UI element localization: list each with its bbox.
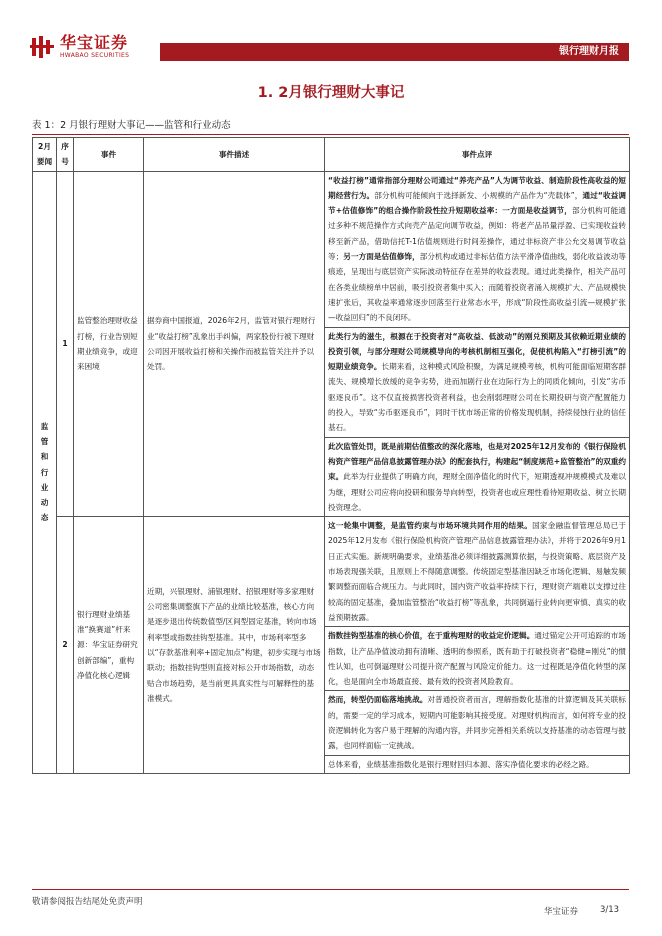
- table-header-row: [33, 138, 630, 172]
- logo-english-name: HWABAO SECURITIES: [60, 52, 130, 59]
- events-table: [32, 137, 630, 774]
- category-char: 监: [40, 421, 49, 431]
- huabao-logo-icon: [30, 34, 56, 60]
- table-row: [33, 171, 630, 517]
- header-description: 事件描述: [144, 138, 325, 172]
- header-month: [33, 138, 57, 172]
- row-index: 1: [57, 171, 74, 517]
- footer-divider: [32, 889, 629, 890]
- header-commentary: 事件点评: [325, 138, 630, 172]
- report-type-label: 银行理财月报: [559, 46, 619, 57]
- event-title: 监管整治理财收益打榜，行业告别短期业绩竞争，或迎来困境: [74, 171, 144, 517]
- logo-chinese-name: 华宝证券: [60, 33, 129, 52]
- event-commentary: [325, 517, 630, 774]
- commentary-paragraph: 这一轮集中调整，是监管约束与市场环境共同作用的结果。国家金融监督管理总局已于2025年12月发布《银行保险机构资产管理产品信息披露管理办法》，并将于2026年9月1日正式实施。新规明确要求，业绩基准必须详细披露测算依据，与投资策略、底层资产及市场表现强关联，且原则上不得随意调整。传统固定型基准因缺乏市场化逻辑、易触发频繁调整而面临合规压力。与此同时，国内资产收益率持续下行，理财资产端难以支撑过往较高的固定基准，叠加监管整治“收益打榜”等乱象，共同倒逼行业转向更审慎、真实的收益预期披露。: [328, 521, 627, 622]
- header-month-line: 2月: [38, 142, 51, 151]
- commentary-paragraph: 总体来看，业绩基准指数化是银行理财回归本源、落实净值化要求的必经之路。: [325, 755, 629, 772]
- event-description: 据券商中国报道，2026年2月，监管对银行理财行业“收益打榜”乱象出手纠偏，两家股份行被下理财公司因开展收益打榜和关操作而被监管关注并予以处罚。: [144, 171, 325, 517]
- event-commentary: [325, 171, 630, 517]
- table-caption: 表 1：2 月银行理财大事记——监管和行业动态: [32, 120, 231, 131]
- commentary-paragraph: 此类行为的滋生，根源在于投资者对“高收益、低波动”的刚兑预期及其依赖近期业绩的投资引领，与部分理财公司规模导向的考核机制相互强化，促使机构陷入“打榜引流”的短期业绩竞争。长期来看，这种模式风险积聚，为满足规模考核，机构可能面临短期客群流失、规模增长放缓的竞争劣势，进而加剧行业在边际行为上的同质化倾向，引发“劣币驱逐良币”。这不仅直接损害投资者利益，也会削弱理财公司在长期投研与资产配置能力的投入，导致“劣币驱逐良币”，同时干扰市场正常的价格发现机制，持续侵蚀行业的信任基石。: [325, 327, 629, 436]
- caption-divider: [32, 134, 629, 135]
- category-char: 态: [40, 513, 49, 523]
- event-description: 近期，兴银理财、浦银理财、招银理财等多家理财公司密集调整旗下产品的业绩比较基准，核心方向是逐步退出传统数值型/区间型固定基准，转向市场利率型或指数挂钩型基准。其中，市场利率型多以“存款基准利率+固定加点”构建，初步实现与市场联动；指数挂钩型则直接对标公开市场指数，动态贴合市场趋势，是当前更具真实性与可解释性的基准模式。: [144, 517, 325, 774]
- page-header: [0, 0, 662, 66]
- category-char: 动: [40, 498, 49, 508]
- header-month-line: 要闻: [36, 157, 53, 167]
- event-title: 银行理财业绩基准“换赛道”杆来源：华宝证券研究创新部编”，重构净值化核心逻辑: [74, 517, 144, 774]
- header-event: 事件: [74, 138, 144, 172]
- commentary-paragraph: 指数挂钩型基准的核心价值，在于重构理财的收益定价逻辑。通过锚定公开可追踪的市场指数，让产品净值波动拥有清晰、透明的参照系，既有助于打破投资者“稳健=刚兑”的惯性认知，也可倒逼理财公司提升资产配置与风险定价能力。这一过程既是净值化转型的深化，也是面向全市场最直接、最有效的投资者风险教育。: [325, 626, 629, 689]
- header-index: 序号: [57, 138, 74, 172]
- commentary-paragraph: 此次监管处罚，既是前期估值整改的深化落地，也是对2025年12月发布的《银行保险机构资产管理产品信息披露管理办法》的配套执行，构建起“制度规范+监管整治”的双重约束。此举为行业提供了明确方向，理财全面净值化的时代下，短期透视冲规模模式及难以为继，理财公司应将向投研和服务导向转型，投资者也或应理性看待短期收益、树立长期投资理念。: [325, 437, 629, 515]
- category-char: 管: [40, 436, 49, 446]
- commentary-paragraph: “收益打榜”通常指部分理财公司通过“养壳产品”人为调节收益、制造阶段性高收益的短期经营行为。部分机构可能倾向于选择新发、小规模的产品作为“壳载体”，通过“收益调节+估值修饰”的组合操作阶段性拉升短期收益率：一方面是收益调节，部分机构可能通过多种不规范操作方式向壳产品定向调节收益，例如：将老产品吊量浮盈、已实现收益转移至新产品，借助信托T-1估值规则进行时间差操作，通过非标资产非公允交易调节收益等；另一方面是估值修饰，部分机构或通过非标估值方法平滑净值曲线，弱化收益波动等痕迹，呈现出与底层资产实际波动特征存在差异的收益表现。通过此类操作，相关产品可在各类业绩榜单中居前，吸引投资者集中买入；而随着投资者涌入规模扩大、产品规模快速扩张后，其收益率通常逐步回落至行业常态水平，形成“阶段性高收益引流—规模扩张—收益回归”的不良闭环。: [328, 175, 627, 323]
- category-char: 和: [40, 452, 49, 462]
- company-logo: [30, 34, 155, 60]
- category-char: 行: [40, 467, 49, 477]
- footer-disclaimer: 敬请参阅报告结尾处免责声明: [32, 897, 143, 907]
- footer-company: 华宝证券: [544, 907, 579, 917]
- section-title: 1. 2月银行理财大事记: [257, 85, 405, 101]
- category-char: 业: [40, 482, 49, 492]
- table-row: [33, 517, 630, 774]
- page-number: 3/13: [600, 905, 620, 915]
- row-index: 2: [57, 517, 74, 774]
- commentary-paragraph: 然而，转型仍面临落地挑战。对普通投资者而言，理解指数化基准的计算逻辑及其关联标的，需要一定的学习成本，短期内可能影响其接受度。对理财机构而言，如何将专业的投资逻辑转化为客户易于理解的沟通内容，并同步完善相关系统以支持基准的动态管理与披露，也同样面临一定挑战。: [325, 690, 629, 753]
- header-banner: [160, 43, 629, 61]
- category-cell: [33, 171, 57, 773]
